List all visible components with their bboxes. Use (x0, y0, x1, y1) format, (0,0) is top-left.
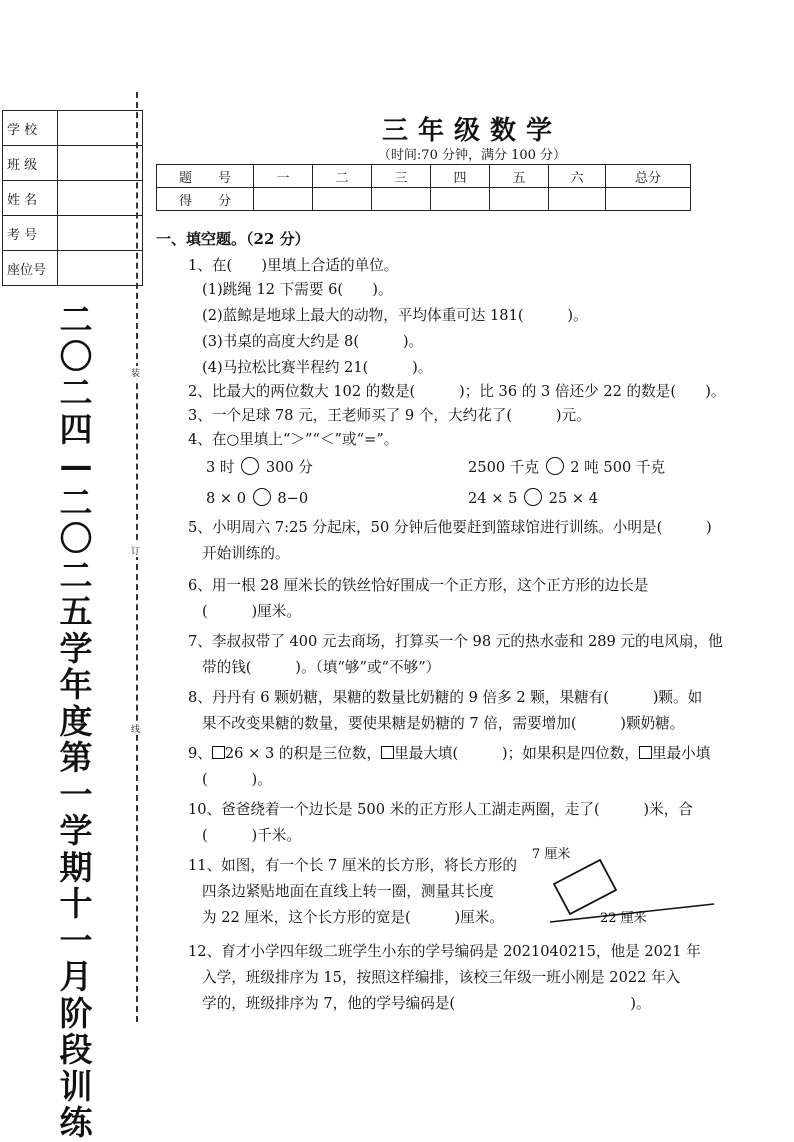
q6-line2: ( )厘米。 (202, 603, 301, 620)
q5-line2: 开始训练的。 (202, 545, 290, 562)
q1-stem: 1、在( )里填上合适的单位。 (188, 257, 399, 274)
q4-item-d (468, 488, 598, 507)
q7-line1: 7、李叔叔带了 400 元去商场，打算买一个 98 元的热水壶和 289 元的电风扇，他 (188, 633, 723, 650)
vtitle-char: 二 (59, 373, 93, 412)
compare-circle[interactable] (241, 457, 259, 475)
vtitle-char: 一 (59, 920, 93, 960)
vtitle-char: 段 (59, 1030, 93, 1069)
info-label-seat: 座位号 (3, 251, 58, 286)
info-field-exam-no[interactable] (58, 216, 143, 251)
score-table (156, 164, 691, 211)
score-cell[interactable] (254, 188, 313, 211)
q9-text-c: 里最小填 (651, 745, 711, 762)
student-info-table (2, 110, 143, 286)
score-cell[interactable] (490, 188, 549, 211)
q4-b-right: 2 吨 500 千克 (570, 459, 666, 476)
q4-item-b (468, 456, 665, 477)
info-field-name[interactable] (58, 181, 143, 216)
score-cell[interactable] (431, 188, 490, 211)
q11-line3: 为 22 厘米，这个长方形的宽是( )厘米。 (202, 909, 504, 926)
q4-c-left: 8 × 0 (206, 490, 247, 507)
q6-line1: 6、用一根 28 厘米长的铁丝恰好围成一个正方形，这个正方形的边长是 (188, 577, 649, 594)
q10-line1: 10、爸爸绕着一个边长是 500 米的正方形人工湖走两圈，走了( )米，合 (188, 801, 693, 818)
binding-mark-ding: 订 (131, 544, 140, 557)
q12-line1: 12、育才小学四年级二班学生小东的学号编码是 2021040215，他是 2021 年 (188, 943, 701, 960)
score-header-cell: 三 (372, 165, 431, 188)
q4-c-right: 8−0 (277, 490, 309, 507)
score-header-cell: 一 (254, 165, 313, 188)
info-label-school: 学 校 (3, 111, 58, 146)
q11-line1: 11、如图，有一个长 7 厘米的长方形，将长方形的 (188, 857, 518, 874)
q10-line2: ( )千米。 (202, 827, 301, 844)
compare-circle[interactable] (546, 457, 564, 475)
q4-item-c (206, 488, 308, 507)
score-cell[interactable] (606, 188, 691, 211)
blank-square[interactable] (381, 746, 394, 759)
score-header-cell: 二 (313, 165, 372, 188)
vtitle-char: 月 (59, 957, 93, 996)
score-cell[interactable] (313, 188, 372, 211)
vtitle-char: 二 (59, 555, 93, 595)
vtitle-char: 二 (59, 300, 93, 339)
score-header-row (157, 165, 691, 188)
info-row-name (3, 181, 143, 216)
info-row-class (3, 146, 143, 181)
score-header-cell: 题 号 (157, 165, 254, 188)
exam-time-score-note: （时间:70 分钟，满分 100 分） (377, 148, 567, 163)
figure-label-total: 22 厘米 (600, 911, 647, 926)
vtitle-char: 阶 (59, 993, 93, 1033)
compare-circle[interactable] (253, 488, 271, 506)
figure-label-length: 7 厘米 (532, 847, 571, 862)
vtitle-char: 学 (59, 628, 93, 668)
vtitle-char: 练 (59, 1103, 93, 1142)
rectangle-rolling-figure (532, 840, 722, 932)
q4-item-a (206, 456, 313, 477)
q5-line1: 5、小明周六 7:25 分起床，50 分钟后他要赶到篮球馆进行训练。小明是( ) (188, 519, 712, 536)
info-row-seat (3, 251, 143, 286)
score-header-cell: 总分 (606, 165, 691, 188)
vtitle-char: 二 (59, 482, 93, 522)
q12-line3: 学的，班级排序为 7，他的学号编码是( )。 (202, 995, 651, 1012)
vertical-term-title (52, 302, 100, 1142)
q1-item-d: (4)马拉松比赛半程约 21( )。 (202, 359, 433, 376)
q4-d-left: 24 × 5 (468, 490, 518, 507)
q9-text-a: 26 × 3 的积是三位数， (224, 745, 382, 762)
vtitle-char: 训 (59, 1066, 93, 1106)
vtitle-char: 〇 (59, 336, 93, 376)
q7-line2: 带的钱( )。（填“够”或“不够”） (202, 659, 441, 676)
info-field-class[interactable] (58, 146, 143, 181)
info-field-seat[interactable] (58, 251, 143, 286)
vtitle-char: 〇 (59, 519, 93, 558)
q4-a-left: 3 时 (206, 459, 235, 476)
binding-dashed-line (136, 92, 138, 1022)
score-value-row (157, 188, 691, 211)
vtitle-char: 第 (59, 738, 93, 777)
q2: 2、比最大的两位数大 102 的数是( )；比 36 的 3 倍还少 22 的数是( )。 (188, 383, 726, 400)
vtitle-char: 十 (59, 884, 93, 923)
info-label-exam-no: 考 号 (3, 216, 58, 251)
q4-stem: 4、在○里填上“＞”“＜”或“=”。 (188, 431, 399, 448)
q9-line2: ( )。 (202, 771, 272, 788)
section-heading: 一、填空题。（22 分） (156, 230, 310, 248)
q1-item-c: (3)书桌的高度大约是 8( )。 (202, 333, 424, 350)
vtitle-char: 四 (59, 409, 93, 449)
binding-mark-xian: 线 (131, 722, 140, 735)
q3: 3、一个足球 78 元，王老师买了 9 个，大约花了( )元。 (188, 407, 591, 424)
vtitle-char: 一 (59, 774, 93, 814)
blank-square[interactable] (639, 746, 652, 759)
q9-number: 9、 (188, 745, 212, 762)
info-label-class: 班 级 (3, 146, 58, 181)
q4-a-right: 300 分 (265, 459, 313, 476)
blank-square[interactable] (212, 746, 225, 759)
info-row-exam-no (3, 216, 143, 251)
q1-item-b: (2)蓝鲸是地球上最大的动物，平均体重可达 181( )。 (202, 307, 588, 324)
vtitle-char: — (59, 446, 93, 485)
vtitle-char: 度 (59, 701, 93, 741)
page-title: 三年级数学 (381, 116, 562, 146)
figure-rectangle (554, 860, 616, 914)
vtitle-char: 年 (59, 665, 93, 704)
vtitle-char: 学 (59, 811, 93, 850)
info-label-name: 姓 名 (3, 181, 58, 216)
score-cell[interactable] (372, 188, 431, 211)
score-header-cell: 六 (549, 165, 606, 188)
vtitle-char: 五 (59, 592, 93, 631)
q4-b-left: 2500 千克 (468, 459, 539, 476)
score-cell[interactable] (549, 188, 606, 211)
score-row-label: 得 分 (157, 188, 254, 211)
binding-mark-zhuang: 装 (131, 366, 140, 379)
q12-line2: 入学，班级排序为 15，按照这样编排，该校三年级一班小刚是 2022 年入 (202, 969, 681, 986)
compare-circle[interactable] (524, 488, 542, 506)
q4-d-right: 25 × 4 (548, 490, 599, 507)
score-header-cell: 五 (490, 165, 549, 188)
q9-text-b: 里最大填( )；如果积是四位数， (394, 745, 639, 762)
vtitle-char: 期 (59, 847, 93, 887)
q11-line2: 四条边紧贴地面在直线上转一圈，测量其长度 (202, 883, 494, 900)
info-field-school[interactable] (58, 111, 143, 146)
q8-line1: 8、丹丹有 6 颗奶糖，果糖的数量比奶糖的 9 倍多 2 颗，果糖有( )颗。如 (188, 689, 703, 706)
score-header-cell: 四 (431, 165, 490, 188)
q1-item-a: (1)跳绳 12 下需要 6( )。 (202, 281, 393, 298)
info-row-school (3, 111, 143, 146)
q8-line2: 果不改变果糖的数量，要使果糖是奶糖的 7 倍，需要增加( )颗奶糖。 (202, 715, 685, 732)
q9-line1 (188, 742, 710, 763)
